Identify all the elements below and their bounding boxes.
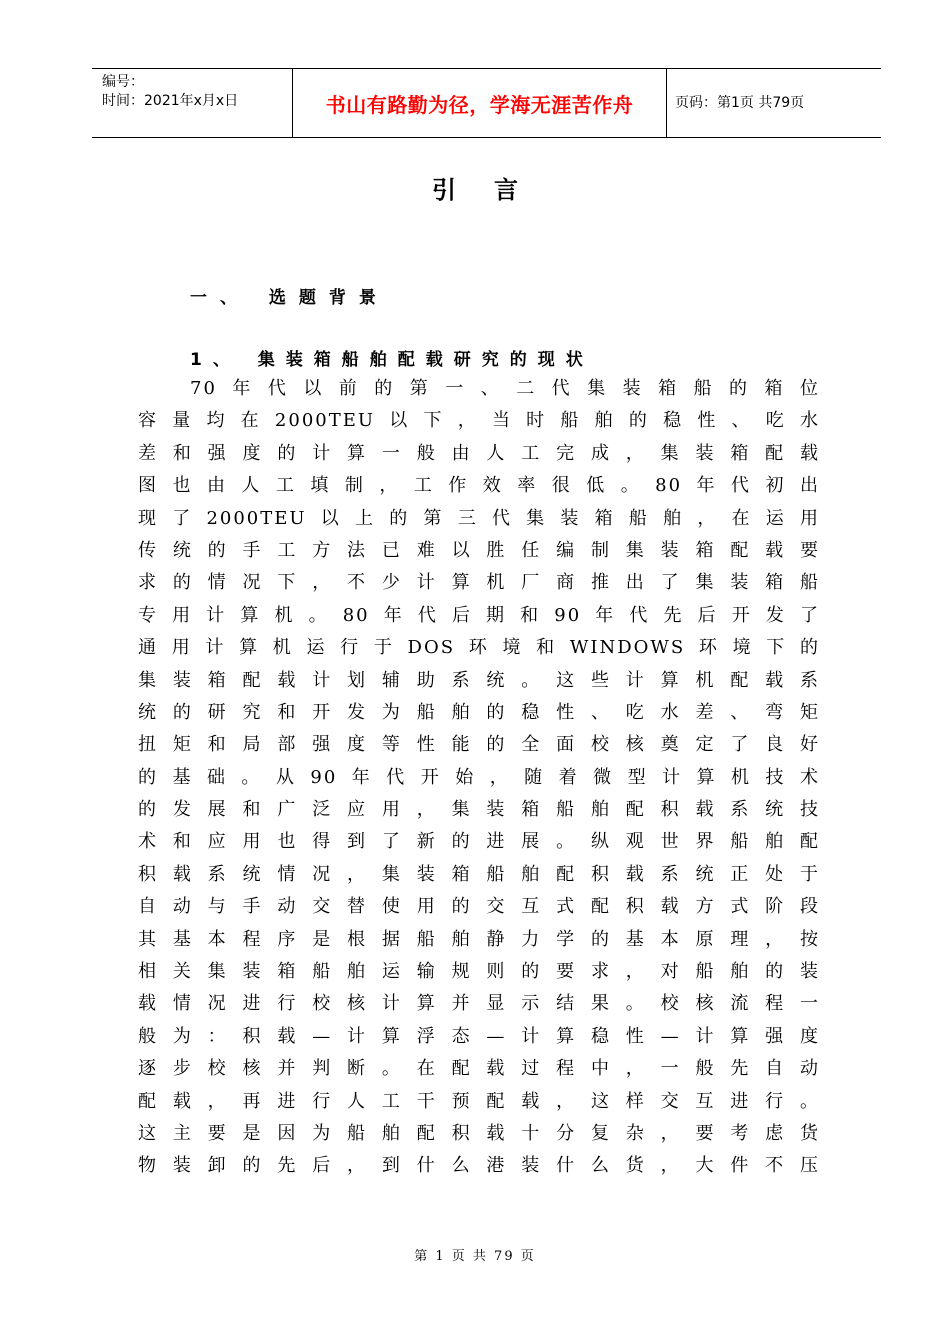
header-motto-cell [292,69,667,137]
text-line: 求的情况下，不少计算机厂商推出了集装箱船 [138,572,820,594]
body-paragraph [138,373,820,1183]
page-number-label: 页码：第1页 共79页 [675,95,805,111]
text-line: 通用计算机运行于DOS环境和WINDOWS环境下的 [138,637,820,659]
text-line: 逐步校核并判断。在配载过程中，一般先自动 [138,1058,820,1080]
subsection-heading: 1、 集装箱船舶配载研究的现状 [190,350,594,370]
text-line: 自动与手动交替使用的交互式配积载方式阶段 [138,896,820,918]
text-line: 容量均在2000TEU以下，当时船舶的稳性、吃水 [138,410,820,432]
serial-number-label: 编号： [102,74,144,90]
text-line: 统的研究和开发为船舶的稳性、吃水差、弯矩 [138,701,820,723]
text-line: 术和应用也得到了新的进展。纵观世界船舶配 [138,831,820,853]
text-line: 差和强度的计算一般由人工完成，集装箱配载 [138,442,820,464]
text-line: 般为：积载—计算浮态—计算稳性—计算强度 [138,1025,820,1047]
text-line: 专用计算机。80年代后期和90年代先后开发了 [138,604,820,626]
text-line: 载情况进行校核计算并显示结果。校核流程一 [138,993,820,1015]
time-label: 时间：2021年x月x日 [102,93,239,109]
document-header [92,68,881,138]
text-line: 传统的手工方法已难以胜任编制集装箱配载要 [138,539,820,561]
text-line: 70年代以前的第一、二代集装箱船的箱位 [190,378,820,399]
text-line: 图也由人工填制，工作效率很低。80年代初出 [138,475,820,497]
page-title: 引言 [432,176,556,204]
text-line: 扭矩和局部强度等性能的全面校核奠定了良好 [138,734,820,756]
section-heading: 一、 选题背景 [190,288,389,308]
header-motto: 书山有路勤为径，学海无涯苦作舟 [325,92,634,117]
text-line: 积载系统情况，集装箱船舶配积载系统正处于 [138,863,820,885]
text-line: 集装箱配载计划辅助系统。这些计算机配载系 [138,669,820,691]
text-line: 其基本程序是根据船舶静力学的基本原理，按 [138,928,820,950]
header-page-cell [666,69,881,137]
text-line: 配载，再进行人工干预配载，这样交互进行。 [138,1090,820,1112]
text-line: 的基础。从90年代开始，随着微型计算机技术 [138,766,820,788]
page-footer: 第 1 页 共 79 页 [414,1249,536,1264]
text-line: 相关集装箱船舶运输规则的要求，对船舶的装 [138,961,820,983]
text-line: 物装卸的先后，到什么港装什么货，大件不压 [138,1155,820,1177]
text-line: 这主要是因为船舶配积载十分复杂，要考虑货 [138,1122,820,1144]
text-line: 的发展和广泛应用，集装箱船舶配积载系统技 [138,799,820,821]
header-meta-cell [92,69,292,137]
text-line: 现了2000TEU以上的第三代集装箱船舶，在运用 [138,507,820,529]
